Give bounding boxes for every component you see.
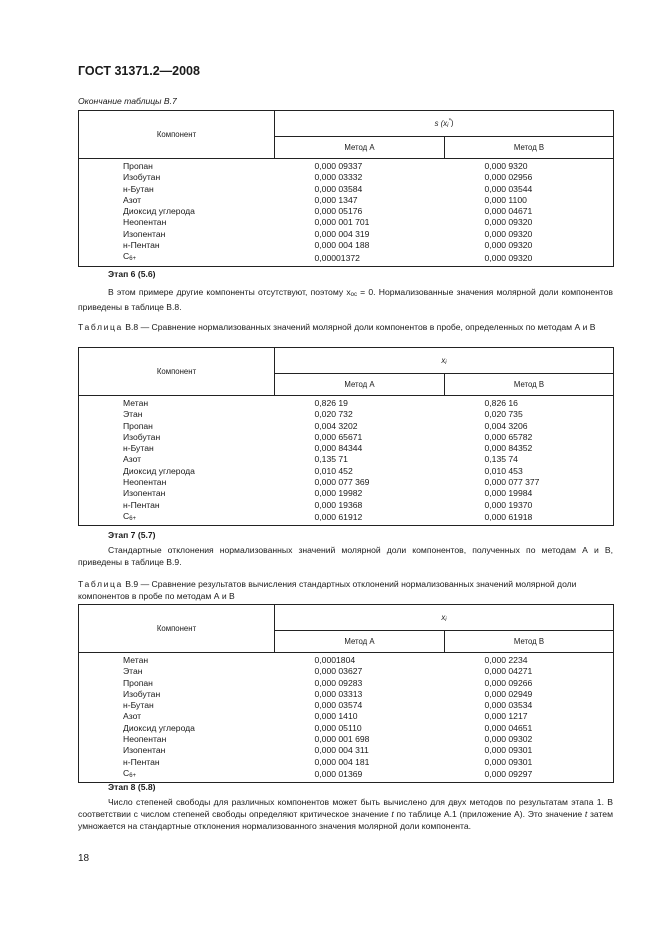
component-name: Пропан [79,421,275,432]
table-row [79,206,614,217]
table-row [79,500,614,511]
method-b-value: 0,020 735 [445,409,614,420]
table-row [79,251,614,266]
table-row [79,229,614,240]
method-a-value: 0,000 1347 [314,194,358,205]
table-row [79,159,614,173]
component-name: Изобутан [79,432,275,443]
table8-caption: Таблица В.8 — Сравнение нормализованных значений молярной доли компонентов в пробе, определенных по методам А и В [78,322,596,332]
component-name: н-Пентан [79,500,275,511]
component-name: $C_{6+}$ [79,251,275,266]
method-b-value: 0,000 1217 [445,711,614,722]
method-a-value: 0,000 001 701 [314,217,370,228]
table-row [79,757,614,768]
method-a-value: 0,000 004 188 [314,240,370,251]
table-row [79,768,614,783]
table-row [79,666,614,677]
method-b-value: 0,000 09301 [445,757,614,768]
table-row [79,421,614,432]
component-name: Диоксид углерода [79,466,275,477]
table9-header-component: Компонент [79,605,275,653]
document-header: ГОСТ 31371.2—2008 [78,64,200,78]
stage7-title: Этап 7 (5.7) [108,530,156,540]
component-name: Неопентан [79,477,275,488]
table9-header-group: $x_i$ [275,605,614,631]
method-a-value: 0,000 03313 [314,688,363,699]
table9-header-method-a: Метод А [275,631,445,653]
method-a-value: 0,000 61912 [275,511,445,526]
table7-header-method-b: Метод В [445,137,614,159]
method-b-value: 0,000 2234 [445,653,614,667]
table-row [79,195,614,206]
component-name: Пропан [79,678,275,689]
component-name: Диоксид углерода [79,206,275,217]
component-name: Изопентан [79,488,275,499]
table8-header-method-a: Метод А [275,374,445,396]
method-a-value: 0,135 71 [314,454,348,465]
component-name: Этан [79,409,275,420]
method-b-value: 0,000 1100 [445,195,614,206]
method-b-value: 0,000 65782 [445,432,614,443]
component-name: Метан [79,653,275,667]
stage6-text: В этом примере другие компоненты отсутствуют, поэтому $x_{ос} = 0$. Нормализованные значения молярной доли компонентов приведены в таблице В.8. [78,287,613,312]
method-a-value: 0,000 1410 [314,711,358,722]
method-a-value: 0,000 03584 [314,183,363,194]
table7-header-group: s $(x_i^*)$ [275,111,614,137]
method-b-value: 0,000 04651 [445,723,614,734]
component-name: Неопентан [79,734,275,745]
method-a-value: 0,000 004 319 [314,228,370,239]
component-name: Азот [79,454,275,465]
method-a-value: 0,000 03332 [314,172,363,183]
stage6-title: Этап 6 (5.6) [108,269,156,279]
table8-header-method-b: Метод В [445,374,614,396]
table-row [79,240,614,251]
table-row [79,409,614,420]
method-b-value: 0,000 04271 [445,666,614,677]
table9-caption: Таблица В.9 — Сравнение результатов вычисления стандартных отклонений нормализованных значений молярной доли компонентов в пробе по методам А и В [78,579,577,601]
method-a-value: 0,000 004 311 [314,745,369,756]
page-number: 18 [78,853,90,864]
component-name: Изопентан [79,745,275,756]
method-b-value: 0,000 02949 [445,689,614,700]
table9 [78,604,614,783]
component-name: $C_{6+}$ [79,768,275,783]
table-row [79,172,614,183]
table-row [79,454,614,465]
table-row [79,711,614,722]
table-row [79,745,614,756]
component-name: Метан [79,396,275,410]
component-name: н-Пентан [79,240,275,251]
method-b-value: 0,000 19984 [445,488,614,499]
method-b-value: 0,000 09301 [445,745,614,756]
stage8-text: Число степеней свободы для различных компонентов может быть вычислено для двух методов по результатам этапа 1. В соответствии с числом степеней свободы определяют критическое значение t по таблице А.1 (приложение А). Это значение t затем умножается на стандартные отклонения нормализованного значения молярной доли компонента. [78,797,613,831]
method-b-value: 0,000 19370 [445,500,614,511]
method-a-value: 0,000 84344 [314,443,363,454]
method-b-value: 0,000 04671 [445,206,614,217]
component-name: $C_{6+}$ [79,511,275,526]
table7 [78,110,614,267]
method-b-value: 0,000 09302 [445,734,614,745]
component-name: Неопентан [79,217,275,228]
method-a-value: 0,000 05110 [314,722,362,733]
table-row [79,678,614,689]
method-a-value: 0,00001372 [275,251,445,266]
method-a-value: 0,010 452 [314,465,353,476]
table7-header-method-a: Метод А [275,137,445,159]
table-row [79,477,614,488]
component-name: Этан [79,666,275,677]
method-b-value: 0,000 09320 [445,217,614,228]
method-b-value: 0,000 9320 [445,159,614,173]
method-b-value: 0,000 09266 [445,678,614,689]
method-b-value: 0,004 3206 [445,421,614,432]
component-name: н-Бутан [79,700,275,711]
component-name: н-Бутан [79,443,275,454]
method-b-value: 0,000 61918 [445,511,614,526]
table-row [79,396,614,410]
method-a-value: 0,000 65671 [314,431,363,442]
method-b-value: 0,010 453 [445,466,614,477]
method-a-value: 0,000 001 698 [314,734,370,745]
table7-caption: Окончание таблицы В.7 [78,96,177,106]
component-name: н-Бутан [79,184,275,195]
component-name: н-Пентан [79,757,275,768]
method-b-value: 0,000 03534 [445,700,614,711]
component-name: Изобутан [79,689,275,700]
method-b-value: 0,826 16 [445,396,614,410]
method-a-value: 0,000 01369 [275,768,445,783]
component-name: Изобутан [79,172,275,183]
method-a-value: 0,004 3202 [314,420,358,431]
table-row [79,723,614,734]
table-row [79,511,614,526]
table-row [79,466,614,477]
table-row [79,734,614,745]
table-row [79,443,614,454]
method-a-value: 0,000 09337 [314,161,363,171]
method-b-value: 0,000 02956 [445,172,614,183]
table-row [79,488,614,499]
method-a-value: 0,020 732 [314,409,353,420]
component-name: Пропан [79,159,275,173]
method-b-value: 0,000 03544 [445,184,614,195]
method-b-value: 0,135 74 [445,454,614,465]
method-b-value: 0,000 077 377 [445,477,614,488]
method-b-value: 0,000 09320 [445,229,614,240]
method-b-value: 0,000 09297 [445,768,614,783]
method-a-value: 0,0001804 [314,655,356,665]
table8 [78,347,614,526]
method-a-value: 0,000 004 181 [314,756,370,767]
table8-header-group: $x_i$ [275,348,614,374]
method-a-value: 0,000 19368 [314,499,363,510]
component-name: Азот [79,711,275,722]
stage7-text: Стандартные отклонения нормализованных значений молярной доли компонентов, полученных по методам А и В, приведены в таблице В.9. [78,545,613,567]
method-a-value: 0,000 09283 [314,677,363,688]
table8-header-component: Компонент [79,348,275,396]
method-b-value: 0,000 09320 [445,240,614,251]
method-a-value: 0,000 19982 [314,488,363,499]
table-row [79,700,614,711]
method-a-value: 0,000 03574 [314,700,363,711]
method-a-value: 0,000 03627 [314,666,363,677]
table-row [79,689,614,700]
method-b-value: 0,000 09320 [445,251,614,266]
method-a-value: 0,826 19 [314,398,348,408]
table-row [79,217,614,228]
method-a-value: 0,000 05176 [314,206,363,217]
component-name: Изопентан [79,229,275,240]
component-name: Диоксид углерода [79,723,275,734]
stage8-title: Этап 8 (5.8) [108,782,156,792]
component-name: Азот [79,195,275,206]
table-row [79,432,614,443]
table-row [79,653,614,667]
method-a-value: 0,000 077 369 [314,477,370,488]
method-b-value: 0,000 84352 [445,443,614,454]
table-row [79,184,614,195]
table7-header-component: Компонент [79,111,275,159]
table9-header-method-b: Метод В [445,631,614,653]
